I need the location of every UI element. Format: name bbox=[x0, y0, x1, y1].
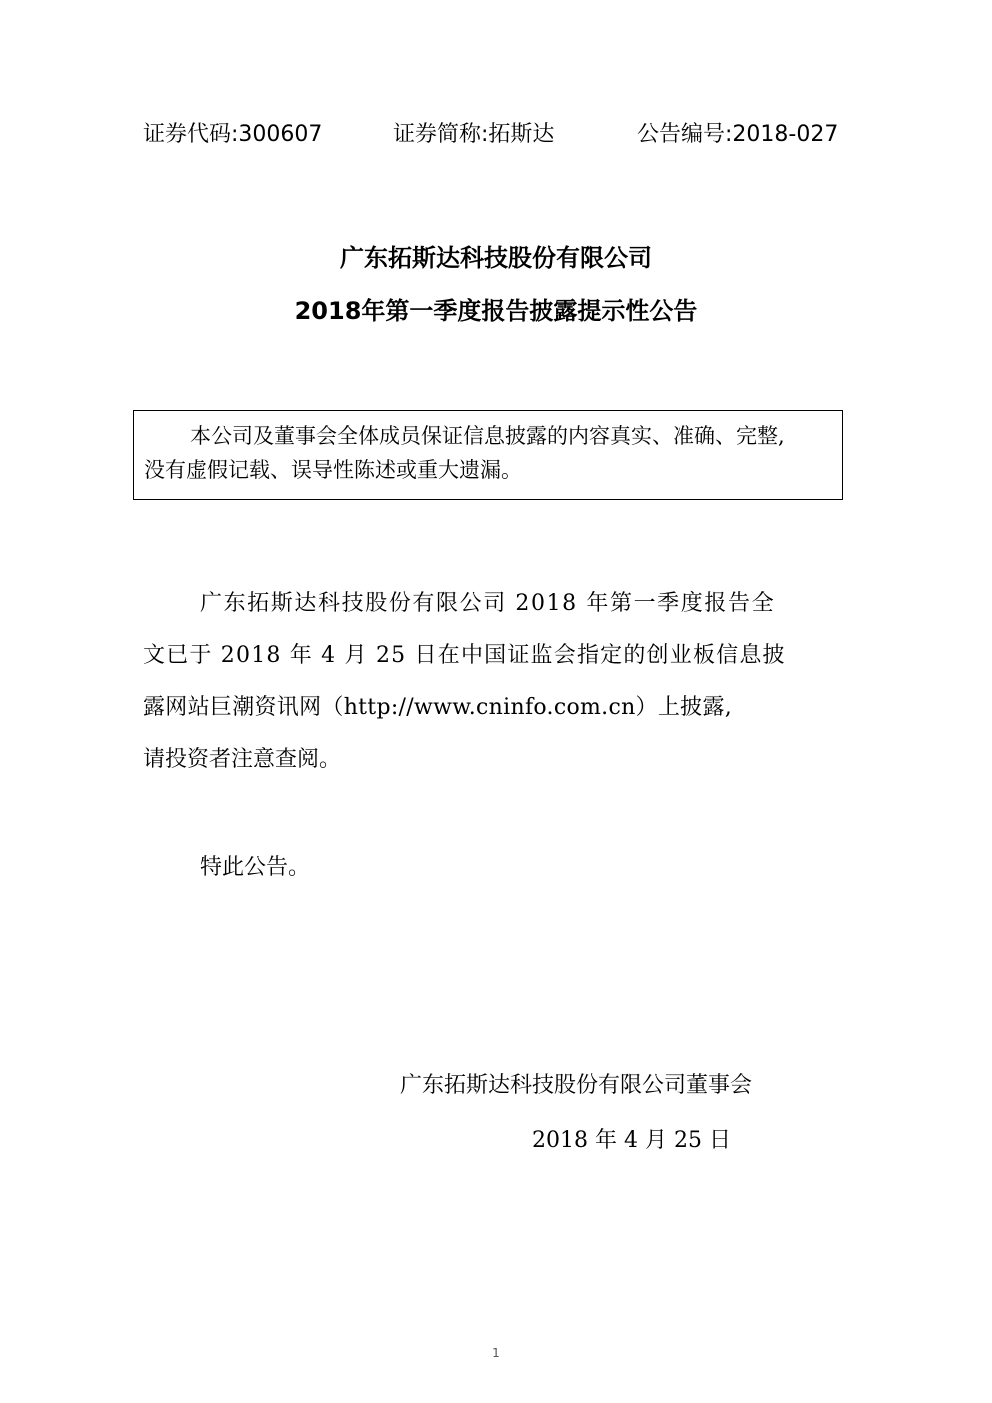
closing-statement: 特此公告。 bbox=[200, 855, 311, 880]
security-code: 证券代码:300607 bbox=[143, 122, 323, 147]
page-number: 1 bbox=[492, 1346, 500, 1360]
signature-date: 2018 年 4 月 25 日 bbox=[532, 1128, 731, 1153]
body-line-4: 请投资者注意查阅。 bbox=[143, 747, 342, 772]
body-line-1: 广东拓斯达科技股份有限公司 2018 年第一季度报告全 bbox=[200, 591, 776, 616]
body-line-2: 文已于 2018 年 4 月 25 日在中国证监会指定的创业板信息披 bbox=[143, 643, 786, 668]
disclaimer-text bbox=[144, 419, 844, 487]
disclaimer-line-2: 没有虚假记载、误导性陈述或重大遗漏。 bbox=[144, 458, 522, 482]
document-title-subject: 2018年第一季度报告披露提示性公告 bbox=[294, 297, 698, 325]
disclaimer-line-1: 本公司及董事会全体成员保证信息披露的内容真实、准确、完整, bbox=[190, 424, 785, 448]
announcement-number: 公告编号:2018-027 bbox=[637, 122, 839, 147]
security-abbreviation: 证券简称:拓斯达 bbox=[393, 122, 555, 147]
document-title-company: 广东拓斯达科技股份有限公司 bbox=[340, 244, 652, 272]
signature-signer: 广东拓斯达科技股份有限公司董事会 bbox=[400, 1073, 753, 1098]
disclaimer-box bbox=[133, 410, 843, 500]
body-line-3: 露网站巨潮资讯网（http://www.cninfo.com.cn）上披露, bbox=[143, 695, 733, 720]
